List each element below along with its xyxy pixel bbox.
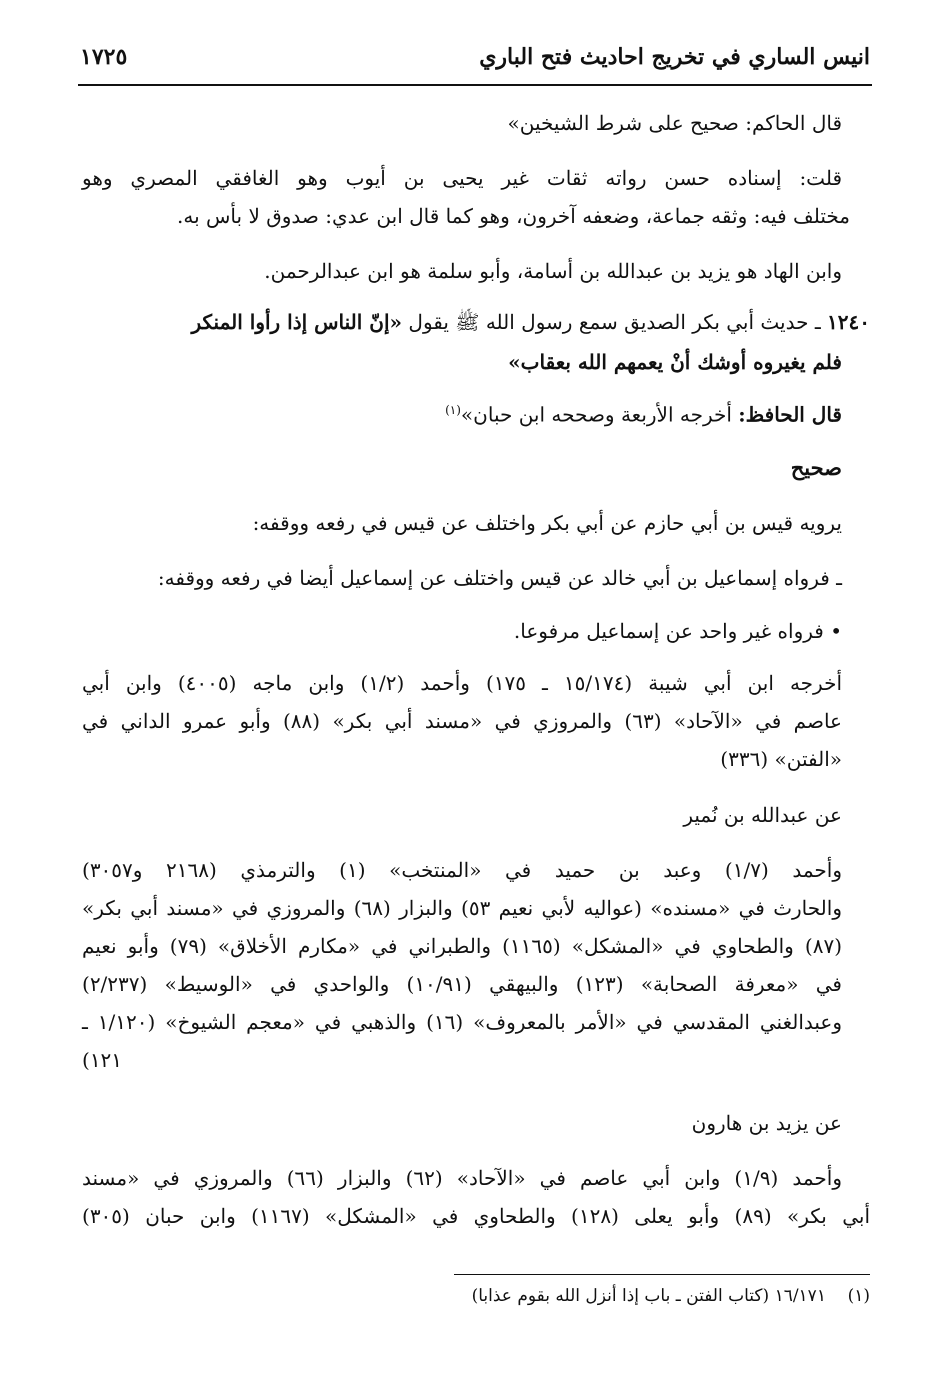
an-yazid: عن يزيد بن هارون xyxy=(691,1111,842,1135)
hadith-intro: ـ حديث أبي بكر الصديق سمع رسول الله ﷺ يقول xyxy=(408,310,821,334)
ibn-alhad-line: وابن الهاد هو يزيد بن عبدالله بن أسامة، وأبو سلمة هو ابن عبدالرحمن. xyxy=(264,259,842,283)
verdict: صحيح xyxy=(790,455,842,480)
para-2: ـ فرواه إسماعيل بن أبي خالد عن قيس واختلف عن إسماعيل أيضا في رفعه ووقفه: xyxy=(157,566,842,590)
para-5-line-2: والحارث في «مسنده» (عواليه لأبي نعيم ٥٣) والبزار (٦٨) والمروزي في «مسند أبي بكر» xyxy=(82,896,842,920)
hafiz-label: قال الحافظ: xyxy=(738,402,842,427)
footnote-marker: (١) xyxy=(847,1286,870,1306)
para-1: يرويه قيس بن أبي حازم عن أبي بكر واختلف عن قيس في رفعه ووقفه: xyxy=(252,511,842,535)
footnote-ref: (١) xyxy=(445,403,461,417)
running-title: انيس الساري في تخريج احاديث فتح الباري xyxy=(479,44,870,70)
para-3: • فرواه غير واحد عن إسماعيل مرفوعا. xyxy=(513,619,842,643)
footnote-rule xyxy=(454,1274,870,1275)
para-5-line-4: في «معرفة الصحابة» (١٢٣) والبيهقي (١٠/٩١) والواحدي في «الوسيط» (٢/٢٣٧) xyxy=(82,972,842,996)
hakim-line: قال الحاكم: صحيح على شرط الشيخين» xyxy=(507,111,842,135)
para-5-line-6: ١٢١) xyxy=(82,1048,123,1072)
para-4-line-1: أخرجه ابن أبي شيبة (١٥/١٧٤ ـ ١٧٥) وأحمد (١/٢) وابن ماجه (٤٠٠٥) وابن أبي xyxy=(82,671,842,695)
para-5-line-1: وأحمد (١/٧) وعبد بن حميد في «المنتخب» (١) والترمذي (٢١٦٨ و٣٠٥٧) xyxy=(82,858,842,882)
header-rule xyxy=(78,84,872,86)
para-6-line-2: أبي بكر» (٨٩) وأبو يعلى (١٢٨) والطحاوي في «المشكل» (١١٦٧) وابن حبان (٣٠٥) xyxy=(82,1204,871,1228)
footnote xyxy=(300,1286,870,1306)
para-5-line-5: وعبدالغني المقدسي في «الأمر بالمعروف» (١٦) والذهبي في «معجم الشيوخ» (١/١٢٠ ـ xyxy=(82,1010,843,1034)
an-numayr: عن عبدالله بن نُمير xyxy=(683,803,842,827)
para-4-line-2: عاصم في «الآحاد» (٦٣) والمروزي في «مسند أبي بكر» (٨٨) وأبو عمرو الداني في xyxy=(82,709,842,733)
hadith-text-1: «إنّ الناس إذا رأوا المنكر xyxy=(191,310,403,334)
hadith-number: ١٢٤٠ xyxy=(827,310,870,334)
hafiz-text: أخرجه الأربعة وصححه ابن حبان» xyxy=(460,402,732,427)
para-4-line-3: «الفتن» (٣٣٦) xyxy=(720,747,842,771)
hafiz-line xyxy=(82,395,842,430)
page-number: ١٧٢٥ xyxy=(80,44,128,70)
hadith-line-1 xyxy=(82,307,870,337)
qult-line-2: مختلف فيه: وثقه جماعة، وضعفه آخرون، وهو كما قال ابن عدي: صدوق لا بأس به. xyxy=(177,204,850,228)
footnote-text: ١٦/١٧١ (كتاب الفتن ـ باب إذا أنزل الله بقوم عذابا) xyxy=(471,1286,826,1306)
para-6-line-1: وأحمد (١/٩) وابن أبي عاصم في «الآحاد» (٦٢) والبزار (٦٦) والمروزي في «مسند xyxy=(82,1166,842,1190)
hadith-line-2: فلم يغيروه أوشك أنْ يعمهم الله بعقاب» xyxy=(508,350,842,374)
qult-line-1: قلت: إسناده حسن رواته ثقات غير يحيى بن أيوب وهو الغافقي المصري وهو xyxy=(82,166,842,190)
para-5-line-3: (٨٧) والطحاوي في «المشكل» (١١٦٥) والطبراني في «مكارم الأخلاق» (٧٩) وأبو نعيم xyxy=(82,934,842,958)
